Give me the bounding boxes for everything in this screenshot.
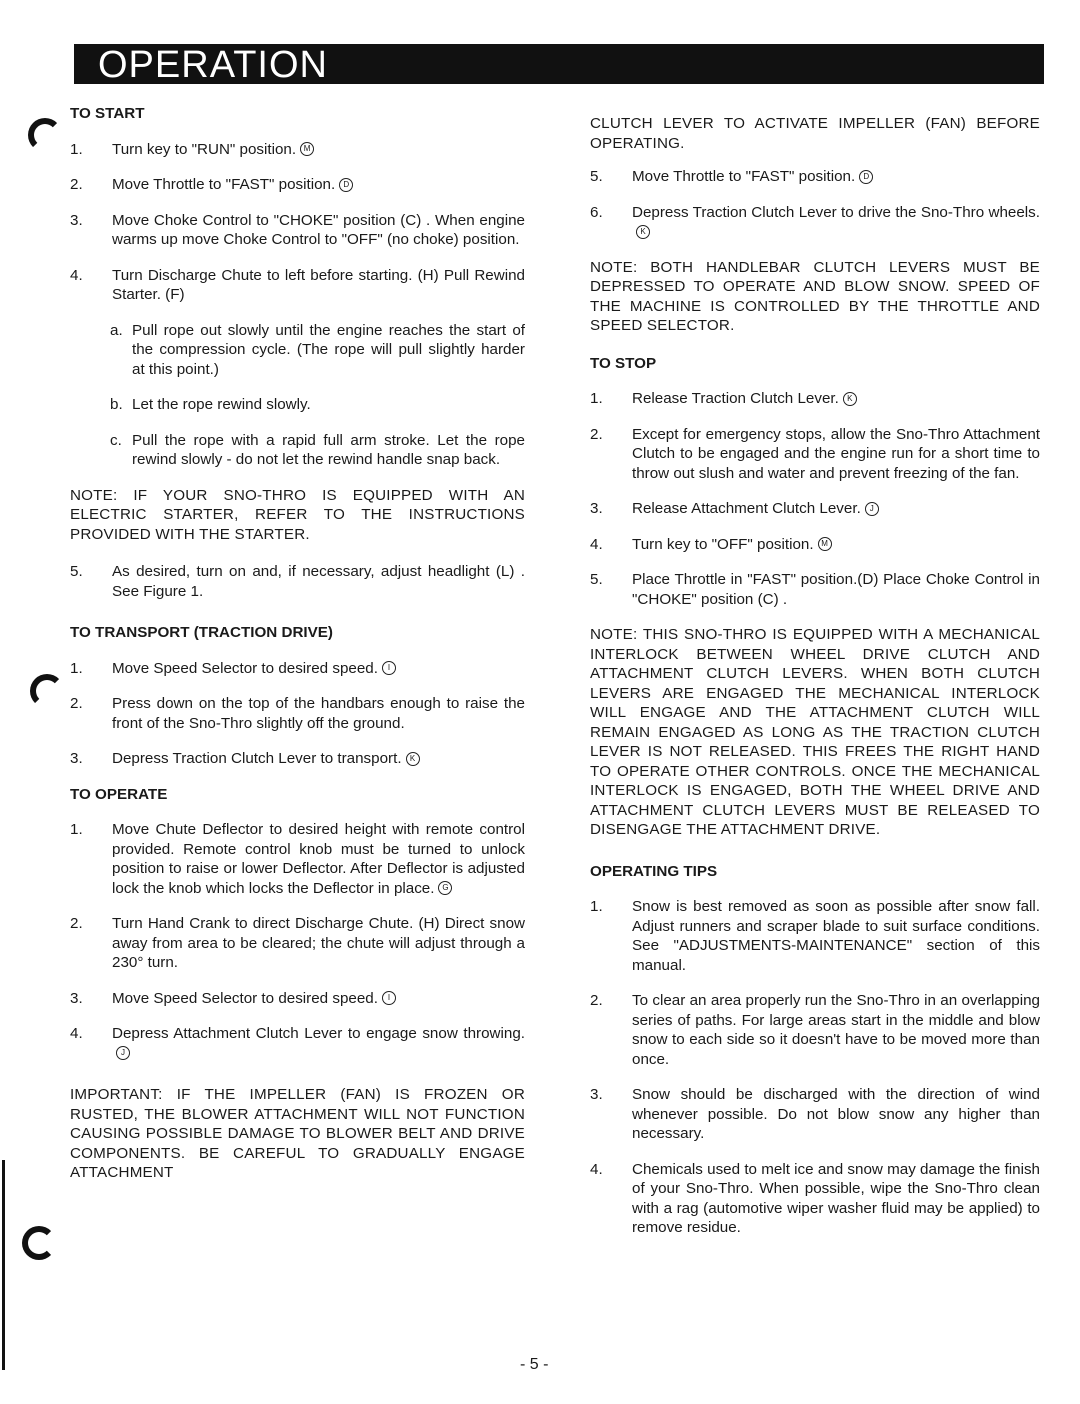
list-item bbox=[70, 140, 525, 160]
list-item bbox=[590, 1160, 1040, 1238]
item-text: Turn Discharge Chute to left before starting. (H) Pull Rewind Starter. (F) bbox=[112, 266, 525, 303]
item-number: 6. bbox=[590, 203, 603, 221]
callout-mark: K bbox=[636, 225, 650, 239]
callout-mark: I bbox=[382, 661, 396, 675]
item-number: 5. bbox=[70, 563, 83, 580]
heading-to-operate: TO OPERATE bbox=[70, 785, 168, 803]
item-number: 1. bbox=[70, 140, 83, 158]
item-text: Chemicals used to melt ice and snow may damage the finish of your Sno-Thro. When possible, wipe the Sno-Thro clean with a rag (automotive wiper washer fluid may be applied) to remove residue. bbox=[632, 1160, 1040, 1236]
list-item bbox=[590, 425, 1040, 484]
callout-mark: D bbox=[339, 178, 353, 192]
sub-item-letter: b. bbox=[110, 396, 123, 413]
item-number: 3. bbox=[70, 211, 83, 229]
list-item bbox=[590, 499, 1040, 519]
item-text: Move Choke Control to "CHOKE" position (C) . When engine warms up move Choke Control to "OFF" (no choke) position. bbox=[112, 211, 525, 248]
list-item bbox=[70, 820, 525, 898]
note-handlebar-levers: NOTE: BOTH HANDLEBAR CLUTCH LEVERS MUST BE DEPRESSED TO OPERATE AND BLOW SNOW. SPEED OF THE MACHINE IS CONTROLLED BY THE THROTTLE AND SPEED SELECTOR. bbox=[590, 258, 1040, 334]
note-electric-starter: NOTE: IF YOUR SNO-THRO IS EQUIPPED WITH AN ELECTRIC STARTER, REFER TO THE INSTRUCTIONS PROVIDED WITH THE STARTER. bbox=[70, 486, 525, 543]
list-item bbox=[590, 167, 1040, 187]
callout-mark: D bbox=[859, 170, 873, 184]
item-number: 2. bbox=[590, 425, 603, 443]
item-text: Press down on the top of the handbars enough to raise the front of the Sno-Thro slightly off the ground. bbox=[112, 695, 525, 732]
heading-operating-tips: OPERATING TIPS bbox=[590, 862, 718, 880]
list-item bbox=[70, 989, 525, 1009]
item-text: To clear an area properly run the Sno-Thro in an overlapping series of paths. For large areas start in the middle and blow snow to each side so it doesn't have to be moved more than once. bbox=[632, 992, 1040, 1068]
list-item bbox=[590, 389, 1040, 409]
continued-text: CLUTCH LEVER TO ACTIVATE IMPELLER (FAN) BEFORE OPERATING. bbox=[590, 115, 1040, 152]
item-number: 3. bbox=[590, 1086, 603, 1103]
item-text: Snow is best removed as soon as possible after snow fall. Adjust runners and scraper blade to suit surface conditions. See "ADJUSTMENTS-MAINTENANCE" section of this manual. bbox=[632, 898, 1040, 974]
list-item bbox=[70, 562, 525, 601]
left-column bbox=[70, 104, 525, 1201]
item-text: As desired, turn on and, if necessary, adjust headlight (L) . See Figure 1. bbox=[112, 563, 525, 600]
sub-item-text: Let the rope rewind slowly. bbox=[132, 396, 311, 413]
item-number: 1. bbox=[590, 390, 603, 407]
item-text: Snow should be discharged with the direction of wind whenever possible. Do not blow snow any higher than necessary. bbox=[632, 1086, 1040, 1142]
item-number: 4. bbox=[70, 266, 83, 284]
item-text: Turn key to "RUN" position. M bbox=[112, 140, 525, 160]
sub-list-item bbox=[110, 431, 525, 470]
item-number: 5. bbox=[590, 168, 603, 185]
list-item bbox=[590, 897, 1040, 975]
item-number: 5. bbox=[590, 571, 603, 588]
list-item bbox=[70, 266, 525, 305]
binder-hole-mark bbox=[30, 674, 64, 708]
important-notice: IMPORTANT: IF THE IMPELLER (FAN) IS FROZEN OR RUSTED, THE BLOWER ATTACHMENT WILL NOT FUNCTION CAUSING POSSIBLE DAMAGE TO BLOWER BELT AND DRIVE COMPONENTS. BE CAREFUL TO GRADUALLY ENGAGE ATTACHMENT bbox=[70, 1086, 525, 1181]
item-text: Except for emergency stops, allow the Sno-Thro Attachment Clutch to be engaged and the engine run for a short time to throw out slush and water and prevent freezing of the fan. bbox=[632, 425, 1040, 482]
item-text: Move Throttle to "FAST" position. D bbox=[112, 175, 525, 195]
list-item bbox=[70, 659, 525, 679]
item-text: Depress Attachment Clutch Lever to engage snow throwing.J bbox=[112, 1024, 525, 1063]
item-number: 2. bbox=[70, 915, 83, 932]
item-number: 2. bbox=[70, 176, 83, 193]
binder-hole-mark bbox=[28, 118, 62, 152]
item-number: 3. bbox=[70, 989, 83, 1007]
callout-mark: K bbox=[406, 752, 420, 766]
item-text: Turn Hand Crank to direct Discharge Chute. (H) Direct snow away from area to be cleared; the chute will adjust through a 230° turn. bbox=[112, 915, 525, 971]
page-title: OPERATION bbox=[98, 44, 328, 86]
list-item bbox=[70, 1024, 525, 1063]
right-column bbox=[590, 114, 1040, 1254]
item-text: Release Attachment Clutch Lever. J bbox=[632, 499, 1040, 519]
list-item bbox=[70, 694, 525, 733]
item-number: 1. bbox=[590, 898, 603, 915]
callout-mark: G bbox=[438, 881, 452, 895]
list-item bbox=[70, 175, 525, 195]
item-number: 4. bbox=[590, 1160, 603, 1178]
list-item bbox=[590, 535, 1040, 555]
list-item bbox=[70, 914, 525, 973]
list-item bbox=[590, 991, 1040, 1069]
item-number: 1. bbox=[70, 659, 83, 677]
callout-mark: M bbox=[300, 142, 314, 156]
item-number: 3. bbox=[70, 750, 83, 767]
list-item bbox=[590, 203, 1040, 242]
item-text: Move Speed Selector to desired speed. I bbox=[112, 659, 525, 679]
sub-item-letter: c. bbox=[110, 431, 122, 449]
list-item bbox=[590, 570, 1040, 609]
item-text: Move Throttle to "FAST" position. D bbox=[632, 167, 1040, 187]
item-text: Depress Traction Clutch Lever to transport. K bbox=[112, 749, 525, 769]
sub-item-text: Pull rope out slowly until the engine reaches the start of the compression cycle. (The rope will pull slightly harder at this point.) bbox=[132, 321, 525, 378]
sub-list-item bbox=[110, 321, 525, 380]
item-text: Move Chute Deflector to desired height with remote control provided. Remote control knob must be turned to unlock position to raise or lower Deflector. After Deflector is adjusted lock the knob which locks the Deflector in place. G bbox=[112, 821, 525, 897]
item-text: Place Throttle in "FAST" position.(D) Place Choke Control in "CHOKE" position (C) . bbox=[632, 571, 1040, 608]
list-item bbox=[590, 1085, 1040, 1144]
item-number: 1. bbox=[70, 821, 83, 838]
sub-list-item bbox=[110, 395, 525, 415]
page-number: - 5 - bbox=[520, 1356, 549, 1373]
sub-item-letter: a. bbox=[110, 321, 123, 339]
section-banner bbox=[74, 44, 1044, 84]
item-number: 4. bbox=[590, 535, 603, 553]
sub-item-text: Pull the rope with a rapid full arm stroke. Let the rope rewind slowly - do not let the rewind handle snap back. bbox=[132, 431, 525, 468]
callout-mark: J bbox=[865, 502, 879, 516]
item-number: 2. bbox=[70, 695, 83, 712]
heading-to-stop: TO STOP bbox=[590, 354, 657, 372]
binder-edge bbox=[2, 1160, 5, 1370]
note-mechanical-interlock: NOTE: THIS SNO-THRO IS EQUIPPED WITH A MECHANICAL INTERLOCK BETWEEN WHEEL DRIVE CLUTCH AND ATTACHMENT CLUTCH LEVERS. WHEN BOTH CLUTCH LEVERS ARE ENGAGED THE MECHANICAL INTERLOCK WILL ENGAGE AND THE ATTACHMENT CLUTCH WILL REMAIN ENGAGED AS LONG AS THE TRACTION CLUTCH LEVER IS NOT RELEASED. THIS FREES THE RIGHT HAND TO OPERATE OTHER CONTROLS. ONCE THE MECHANICAL INTERLOCK IS ENGAGED, BOTH THE WHEEL DRIVE AND ATTACHMENT CLUTCH LEVERS MUST BE RELEASED TO DISENGAGE THE ATTACHMENT DRIVE. bbox=[590, 626, 1040, 838]
heading-to-transport: TO TRANSPORT (TRACTION DRIVE) bbox=[70, 624, 333, 641]
item-text: Turn key to "OFF" position. M bbox=[632, 535, 1040, 555]
heading-to-start: TO START bbox=[70, 105, 145, 122]
callout-mark: K bbox=[843, 392, 857, 406]
item-text: Release Traction Clutch Lever. K bbox=[632, 389, 1040, 409]
callout-mark: J bbox=[116, 1046, 130, 1060]
item-number: 2. bbox=[590, 992, 603, 1009]
item-text: Depress Traction Clutch Lever to drive the Sno-Thro wheels.K bbox=[632, 203, 1040, 242]
item-text: Move Speed Selector to desired speed. I bbox=[112, 989, 525, 1009]
list-item bbox=[70, 211, 525, 250]
list-item bbox=[70, 749, 525, 769]
callout-mark: I bbox=[382, 991, 396, 1005]
binder-hole-mark bbox=[22, 1226, 56, 1260]
item-number: 4. bbox=[70, 1025, 83, 1042]
callout-mark: M bbox=[818, 537, 832, 551]
item-number: 3. bbox=[590, 500, 603, 517]
